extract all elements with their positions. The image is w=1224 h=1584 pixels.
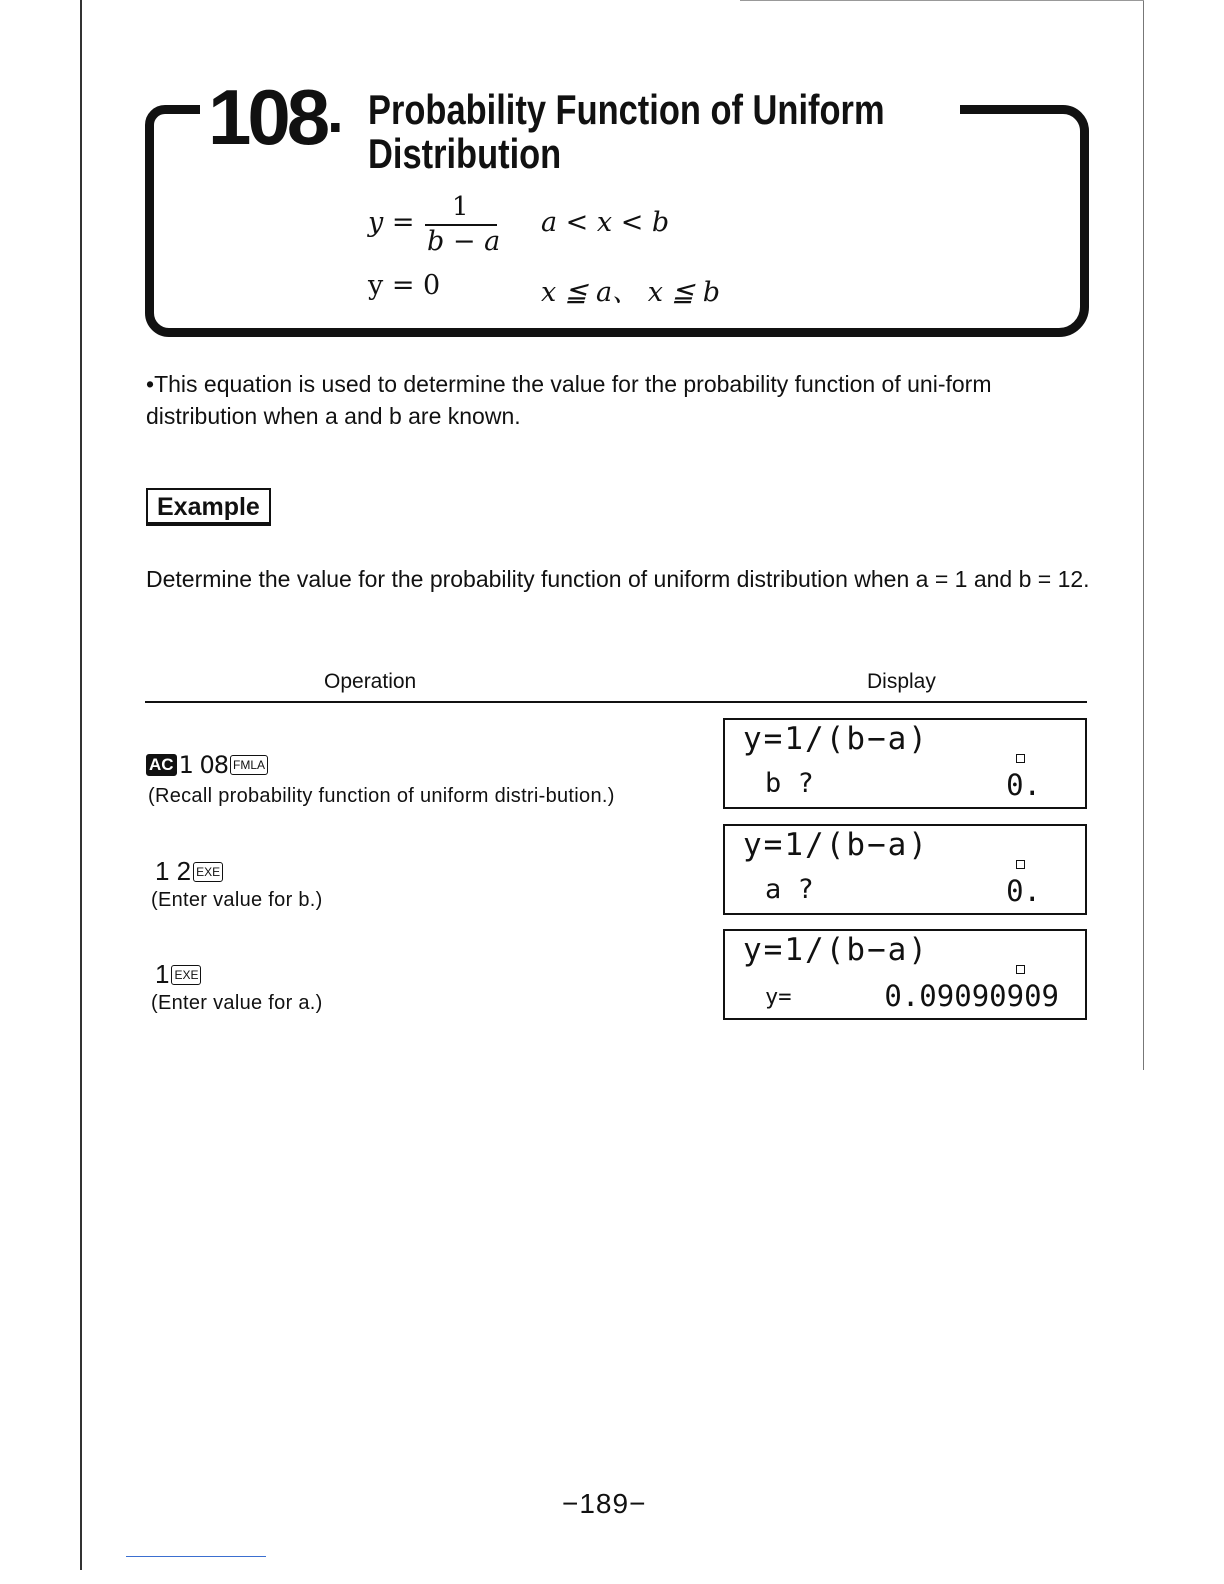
description-text: This equation is used to determine the value for the probability function of uni-form distribution when a and b are known. [146,371,992,429]
table-header-rule [145,701,1087,703]
formula-y-zero: y = 0 [368,270,441,301]
formula-y-equals: y = [368,207,415,238]
lcd-display-1 [723,718,1087,809]
lcd-d-indicator [1016,754,1025,763]
example-label: Example [146,488,271,526]
lcd-formula: y=1/(b−a) [743,827,929,863]
lcd-d-indicator [1016,860,1025,869]
exe-key: EXE [193,862,223,882]
lcd-prompt: a ? [765,874,814,905]
page-right-edge [1143,0,1144,1070]
bullet-mark: • [146,371,155,397]
lcd-prompt: b ? [765,768,814,799]
section-number-dot: . [327,78,344,145]
page-left-edge [80,0,82,1570]
example-problem: Determine the value for the probability function of uniform distribution when a = 1 and b = 12. [146,566,1090,592]
ac-key: AC [146,754,177,776]
description-paragraph [146,368,1096,432]
lcd-formula: y=1/(b−a) [743,721,929,757]
operation-1-input: 1 08 [178,751,228,779]
lcd-prompt: y= [765,985,792,1010]
display-column-header: Display [867,670,936,693]
page-number: −189− [562,1488,647,1519]
formula-condition-1: a < x < b [541,207,670,238]
lcd-display-2 [723,824,1087,915]
formula-denominator: b − a [427,226,501,257]
page-top-edge [740,0,1144,1]
page-bottom-line [126,1556,266,1557]
operation-2-keys [155,856,223,887]
section-number: 108 [208,73,327,161]
operation-1-description: (Recall probability function of uniform distri-bution.) [148,785,615,807]
operation-1-keys [146,751,268,779]
lcd-value: 0. [1006,768,1041,802]
formula-condition-2: x ≦ a、 x ≦ b [541,277,720,308]
operation-column-header: Operation [324,670,417,693]
section-title-line2: Distribution [368,130,562,177]
lcd-display-3 [723,929,1087,1020]
operation-2-description: (Enter value for b.) [151,889,323,911]
operation-3-keys [155,959,201,990]
lcd-formula: y=1/(b−a) [743,932,929,968]
fmla-key: FMLA [230,755,268,775]
operation-3-input: 1 [155,959,170,989]
exe-key: EXE [171,965,201,985]
section-title [368,88,885,176]
lcd-value: 0. [1006,874,1041,908]
section-title-line1: Probability Function of Uniform [368,86,885,133]
operation-2-input: 1 2 [155,856,192,886]
lcd-value: 0.09090909 [884,979,1059,1013]
operation-3-description: (Enter value for a.) [151,992,323,1014]
formula-numerator: 1 [452,192,469,222]
lcd-d-indicator [1016,965,1025,974]
